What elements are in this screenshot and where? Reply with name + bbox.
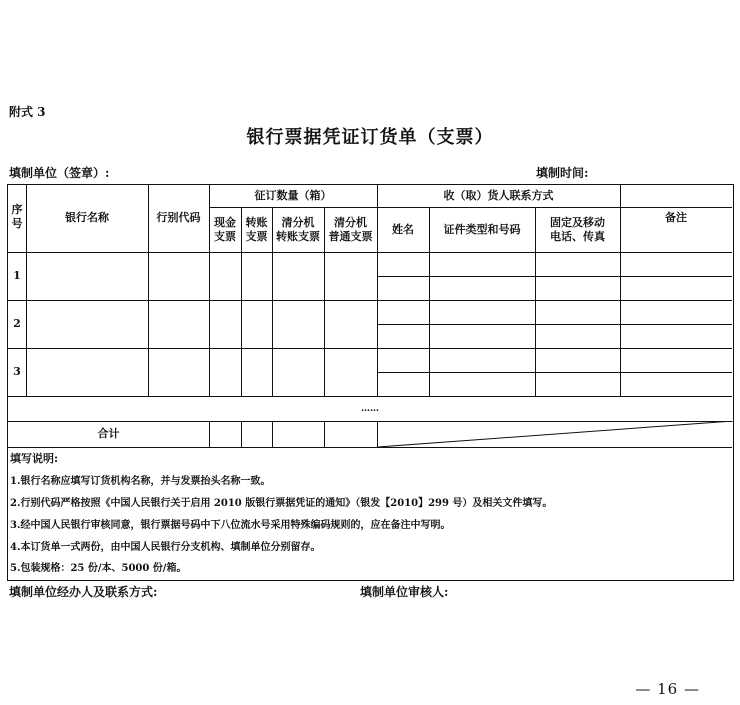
notes-heading: 填写说明:: [10, 452, 59, 465]
header-cash-cheque: 现金 支票: [214, 216, 236, 243]
grid-line: [377, 324, 732, 325]
ellipsis-row: ……: [361, 404, 379, 414]
note-item: 5.包装规格：25 份/本、5000 份/箱。: [10, 563, 187, 574]
header-id-type: 证件类型和号码: [443, 223, 521, 236]
signature-left-label: 填制单位经办人及联系方式:: [9, 585, 158, 599]
grid-line: [377, 372, 732, 373]
grid-line: [377, 276, 732, 277]
header-name: 姓名: [392, 223, 414, 236]
grid-line: [209, 421, 210, 447]
signature-right-label: 填制单位审核人:: [360, 585, 449, 599]
header-contact: 收（取）货人联系方式: [443, 189, 554, 202]
header-clearing-transfer: 清分机 转账支票: [276, 216, 320, 243]
row-number: 2: [13, 317, 21, 330]
fill-unit-label: 填制单位（签章）:: [9, 166, 110, 180]
note-item: 4.本订货单一式两份，由中国人民银行分支机构、填制单位分别留存。: [10, 542, 321, 553]
row-number: 1: [13, 269, 21, 282]
total-label: 合计: [97, 427, 120, 440]
form-title: 银行票据凭证订货单（支票）: [246, 127, 494, 148]
note-item: 1.银行名称应填写订货机构名称，并与发票抬头名称一致。: [10, 476, 271, 487]
grid-line: [8, 447, 732, 448]
grid-line: [8, 348, 732, 349]
grid-line: [377, 185, 378, 396]
grid-line: [8, 252, 732, 253]
header-order-qty: 征订数量（箱）: [254, 189, 332, 202]
note-item: 2.行别代码严格按照《中国人民银行关于启用 2010 版银行票据凭证的通知》（银发【2010】299 号）及相关文件填写。: [10, 498, 553, 509]
header-seq: 序 号: [11, 203, 23, 230]
header-remark: 备注: [665, 211, 687, 224]
row-number: 3: [13, 365, 21, 378]
attachment-label: 附式 3: [9, 105, 46, 119]
note-item: 3.经中国人民银行审核同意，银行票据号码中下八位流水号采用特殊编码规则的，应在备注中写明。: [10, 520, 451, 531]
total-diagonal-line: [378, 421, 733, 447]
fill-time-label: 填制时间:: [536, 166, 589, 180]
page-number: — 16 —: [635, 680, 700, 698]
grid-line: [8, 396, 732, 397]
grid-line: [272, 421, 273, 447]
grid-line: [324, 421, 325, 447]
grid-line: [8, 300, 732, 301]
header-phone: 固定及移动 电话、传真: [550, 216, 605, 243]
header-transfer-cheque: 转账 支票: [245, 216, 268, 243]
header-bank-name: 银行名称: [65, 211, 109, 224]
order-form-table: [7, 184, 734, 581]
header-bank-code: 行别代码: [156, 211, 201, 224]
grid-line: [241, 421, 242, 447]
grid-line: [209, 207, 732, 208]
header-clearing-normal: 清分机 普通支票: [328, 216, 373, 243]
